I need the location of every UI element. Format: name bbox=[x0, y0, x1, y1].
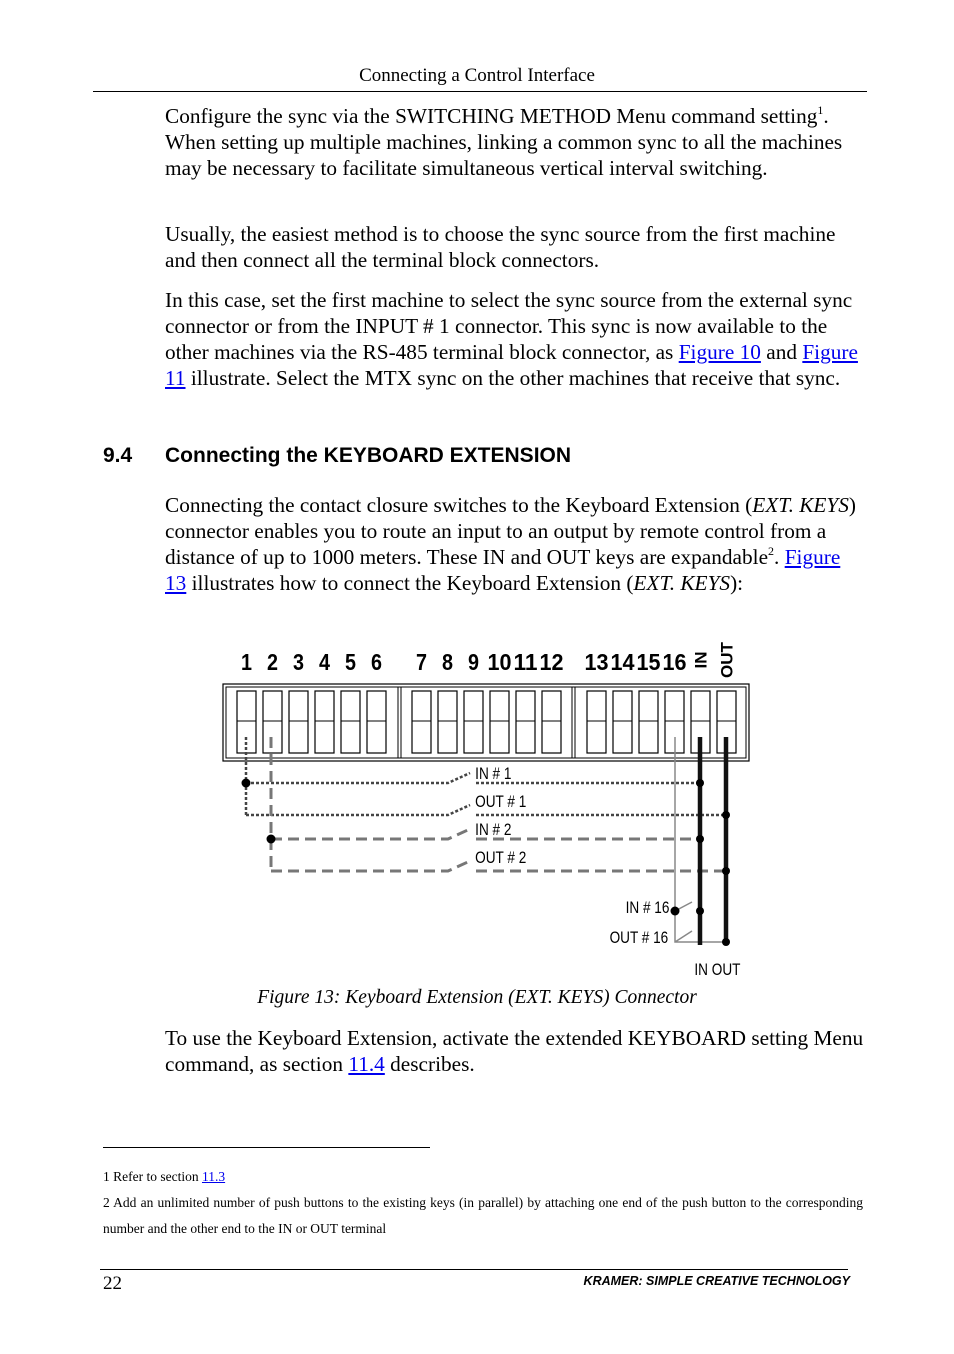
text: Connecting the contact closure switches to the Keyboard Extension ( bbox=[165, 493, 753, 517]
terminal-block-inner bbox=[226, 687, 746, 758]
text: ): bbox=[730, 571, 744, 595]
figure-caption: Figure 13: Keyboard Extension (EXT. KEYS) Connector bbox=[257, 987, 697, 1008]
terminal-3 bbox=[289, 691, 308, 753]
terminal-label: 4 bbox=[319, 649, 331, 675]
terminal-label: 3 bbox=[293, 649, 304, 675]
terminal-label: 2 bbox=[267, 649, 278, 675]
terminal-label: IN bbox=[691, 651, 711, 669]
label-out16: OUT # 16 bbox=[609, 928, 669, 948]
terminal-4 bbox=[315, 691, 334, 753]
text: EXT. KEYS bbox=[752, 493, 849, 517]
label-bus: IN OUT bbox=[694, 960, 741, 980]
terminal-block-outer bbox=[223, 684, 749, 761]
terminals bbox=[237, 691, 736, 753]
terminal-11 bbox=[516, 691, 535, 753]
terminal-label: 7 bbox=[416, 649, 427, 675]
terminal-label: 1 bbox=[241, 649, 253, 675]
terminal-9 bbox=[464, 691, 483, 753]
terminal-label: 11 bbox=[513, 649, 538, 675]
paragraph bbox=[165, 1025, 865, 1077]
text: To use the Keyboard Extension, activate the extended KEYBOARD setting Menu command, as section bbox=[165, 1026, 864, 1076]
text: describes. bbox=[384, 1052, 475, 1076]
text: ) connector enables you to route an input to an output by remote control from a distance of up to 1000 meters. These IN and OUT keys are expandable bbox=[165, 493, 857, 569]
terminal-label: 9 bbox=[468, 649, 479, 675]
terminal-label: OUT bbox=[717, 642, 737, 678]
footnote-ref[interactable]: 1 bbox=[817, 103, 824, 117]
footnote-rule bbox=[103, 1147, 430, 1148]
footer-rule bbox=[100, 1269, 848, 1270]
terminal-label: 16 bbox=[662, 649, 687, 675]
terminal-8 bbox=[438, 691, 457, 753]
section-11-3-link[interactable]: 11.3 bbox=[201, 1169, 226, 1184]
terminal-label: 15 bbox=[636, 649, 661, 675]
text: Configure the sync via the SWITCHING METHOD Menu command setting bbox=[165, 104, 818, 128]
terminal-label: 10 bbox=[487, 649, 512, 675]
figure-10-link[interactable]: Figure 10 bbox=[678, 340, 761, 364]
running-header: Connecting a Control Interface bbox=[359, 65, 595, 86]
label-in1: IN # 1 bbox=[475, 764, 512, 784]
text: . bbox=[774, 545, 785, 569]
terminal-5 bbox=[341, 691, 360, 753]
paragraph: Usually, the easiest method is to choose the sync source from the first machine and then connect all the terminal block connectors. bbox=[165, 222, 836, 272]
terminal-label: 12 bbox=[539, 649, 564, 675]
terminal-15 bbox=[639, 691, 658, 753]
label-in16: IN # 16 bbox=[625, 898, 670, 918]
label-in2: IN # 2 bbox=[475, 820, 512, 840]
text: . When setting up multiple machines, linking a common sync to all the machines may be necessary to facilitate simultaneous vertical interval switching. bbox=[165, 104, 843, 180]
footnote-1 bbox=[103, 1164, 863, 1190]
footnote-ref[interactable]: 2 bbox=[768, 544, 775, 558]
text: illustrates how to connect the Keyboard Extension ( bbox=[186, 571, 634, 595]
figure-13-link[interactable]: Figure 13 bbox=[165, 545, 841, 595]
terminal-14 bbox=[613, 691, 632, 753]
text: illustrate. Select the MTX sync on the other machines that receive that sync. bbox=[185, 366, 841, 390]
text: In this case, set the first machine to select the sync source from the external sync connector or from the INPUT # 1 connector. This sync is now available to the other machines via the RS-485 terminal block connector, as bbox=[165, 288, 853, 364]
label-out2: OUT # 2 bbox=[475, 848, 527, 868]
terminal-label: 6 bbox=[371, 649, 382, 675]
terminal-7 bbox=[412, 691, 431, 753]
label-out1: OUT # 1 bbox=[475, 792, 527, 812]
page-number: 22 bbox=[103, 1273, 122, 1294]
section-11-4-link[interactable]: 11.4 bbox=[348, 1052, 385, 1076]
terminal-12 bbox=[542, 691, 561, 753]
terminal-6 bbox=[367, 691, 386, 753]
section-title: Connecting the KEYBOARD EXTENSION bbox=[165, 444, 572, 467]
text: 1 Refer to section bbox=[103, 1169, 202, 1184]
terminal-label: 14 bbox=[610, 649, 635, 675]
terminal-13 bbox=[587, 691, 606, 753]
footnote-2: 2 Add an unlimited number of push buttons to the existing keys (in parallel) by attaching one end of the push button to the corresponding number and the other end to the IN or OUT terminal bbox=[103, 1195, 863, 1236]
section-number: 9.4 bbox=[103, 444, 133, 467]
terminal-10 bbox=[490, 691, 509, 753]
text: EXT. KEYS bbox=[633, 571, 731, 595]
terminal-label: 8 bbox=[442, 649, 454, 675]
figure-11-link[interactable]: Figure 11 bbox=[165, 340, 858, 390]
terminal-label: 5 bbox=[345, 649, 357, 675]
text: and bbox=[760, 340, 803, 364]
terminal-label: 13 bbox=[584, 649, 609, 675]
footer-brand: KRAMER: SIMPLE CREATIVE TECHNOLOGY bbox=[583, 1274, 850, 1288]
terminal-numbers bbox=[241, 641, 737, 678]
